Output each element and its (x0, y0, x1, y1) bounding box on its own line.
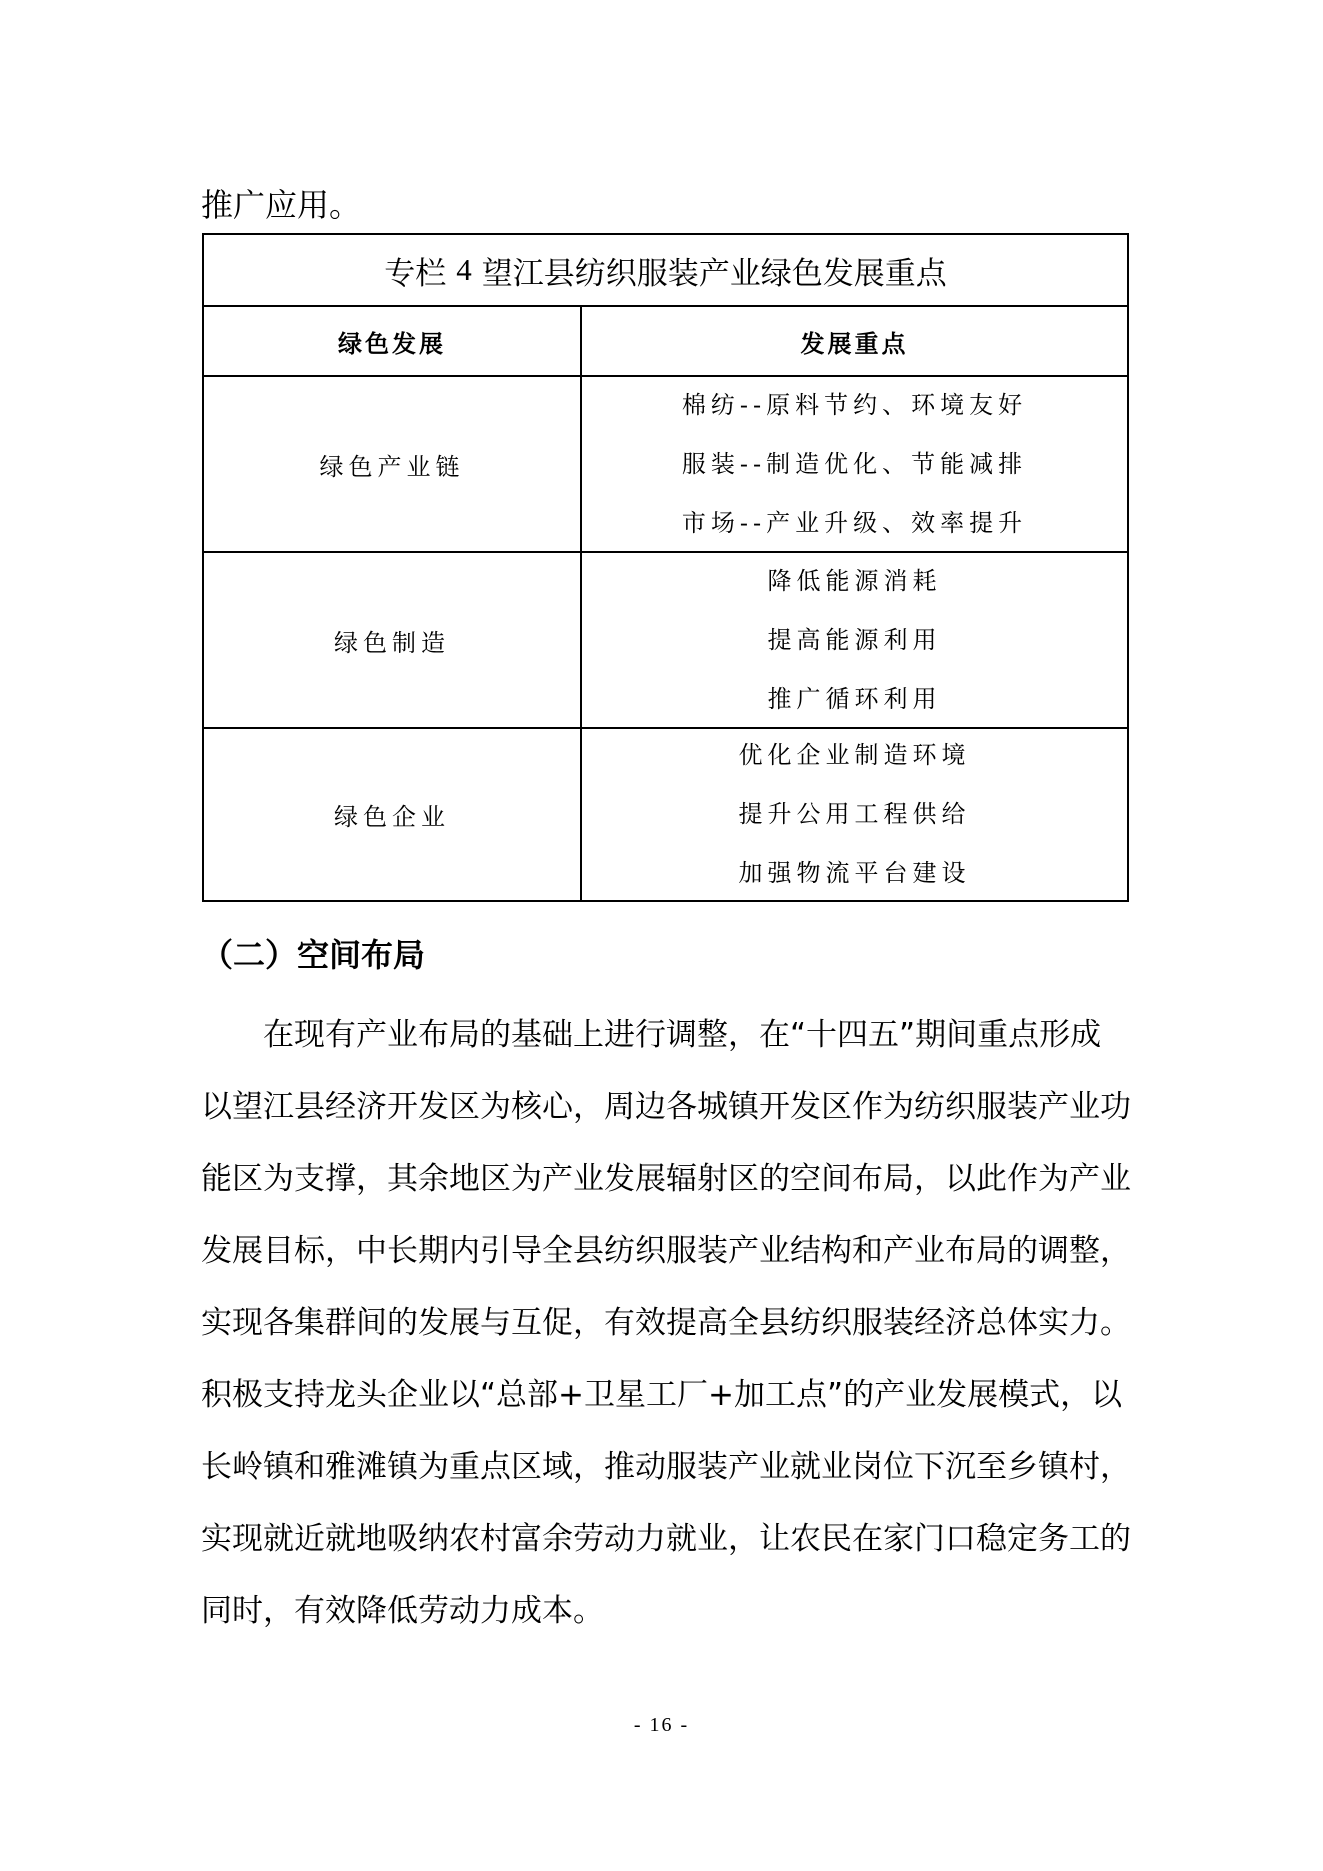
paragraph-line: 同时，有效降低劳动力成本。 (201, 1593, 604, 1629)
point-item: 推广循环利用 (767, 684, 942, 713)
box-title-prefix: 专栏 (384, 255, 447, 292)
category-cell (204, 729, 582, 900)
lead-line: 推广应用。 (201, 186, 362, 224)
box-title (204, 235, 1127, 307)
category-label: 绿色产业链 (319, 452, 465, 481)
category-label: 绿色企业 (334, 803, 450, 831)
points-cell (582, 553, 1127, 727)
paragraph-line: 实现就近就地吸纳农村富余劳动力就业，让农民在家门口稳定务工的 (201, 1521, 1131, 1557)
feature-box-table (202, 233, 1129, 902)
point-item: 市场--产业升级、效率提升 (681, 508, 1028, 537)
table-row (204, 729, 1127, 900)
point-item: 优化企业制造环境 (738, 741, 971, 769)
header-cell-key-points (582, 307, 1127, 375)
point-item: 棉纺--原料节约、环境友好 (681, 390, 1028, 419)
points-cell (582, 377, 1127, 551)
paragraph-line: 发展目标，中长期内引导全县纺织服装产业结构和产业布局的调整， (201, 1233, 1131, 1269)
point-item: 提高能源利用 (767, 625, 942, 654)
points-list (739, 726, 971, 903)
paragraph-line: 以望江县经济开发区为核心，周边各城镇开发区作为纺织服装产业功 (201, 1089, 1131, 1125)
paragraph-line: 能区为支撑，其余地区为产业发展辐射区的空间布局，以此作为产业 (201, 1161, 1131, 1197)
point-item: 加强物流平台建设 (738, 859, 971, 887)
page-number: - 16 - (633, 1714, 690, 1736)
point-item: 提升公用工程供给 (738, 800, 971, 828)
points-list (682, 376, 1027, 553)
section-heading: （二）空间布局 (201, 936, 426, 974)
points-cell (582, 729, 1127, 900)
table-header-row (204, 307, 1127, 377)
header-cell-green-development (204, 307, 582, 375)
paragraph-line: 实现各集群间的发展与互促，有效提高全县纺织服装经济总体实力。 (201, 1305, 1131, 1341)
category-cell (204, 553, 582, 727)
point-item: 服装--制造优化、节能减排 (681, 449, 1028, 478)
point-item: 降低能源消耗 (767, 566, 942, 595)
paragraph-line: 长岭镇和雅滩镇为重点区域，推动服装产业就业岗位下沉至乡镇村， (201, 1449, 1131, 1485)
paragraph-line: 在现有产业布局的基础上进行调整，在“十四五”期间重点形成 (263, 1017, 1102, 1053)
column-header: 发展重点 (800, 328, 909, 358)
paragraph-line: 积极支持龙头企业以“总部+卫星工厂+加工点”的产业发展模式，以 (201, 1377, 1123, 1413)
table-row (204, 377, 1127, 553)
box-title-number: 4 (456, 252, 472, 287)
column-header: 绿色发展 (338, 328, 446, 358)
category-label: 绿色制造 (334, 628, 450, 657)
box-title-text: 望江县纺织服装产业绿色发展重点 (481, 255, 947, 292)
points-list (768, 552, 942, 729)
category-cell (204, 377, 582, 551)
table-row (204, 553, 1127, 729)
